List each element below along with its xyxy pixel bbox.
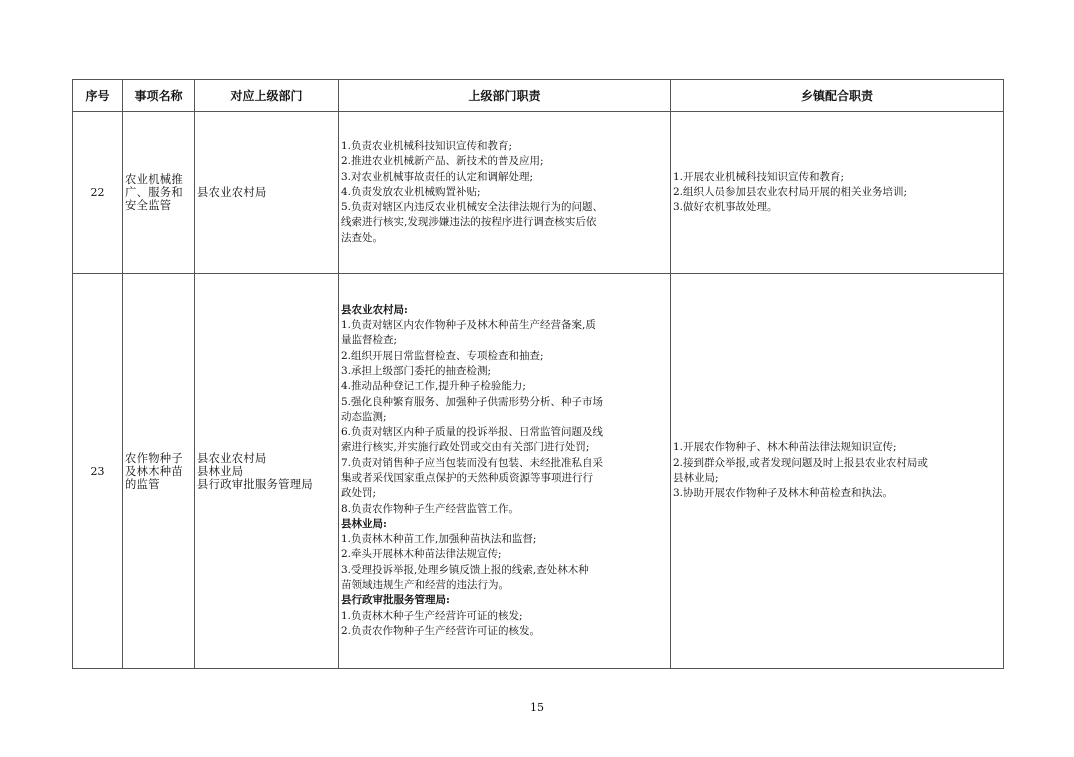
duty-table bbox=[72, 79, 1004, 669]
text-line: 3.做好农机事故处理。 bbox=[673, 201, 778, 214]
text-line: 8.负责农作物种子生产经营监管工作。 bbox=[341, 502, 520, 515]
text-line: 政处罚; bbox=[341, 487, 377, 500]
text-line: 县行政审批服务管理局 bbox=[197, 477, 313, 491]
text-line: 农业机械推 bbox=[125, 173, 183, 186]
text-line: 2.组织人员参加县农业农村局开展的相关业务培训; bbox=[673, 185, 908, 198]
text-line: 5.强化良种繁育服务、加强种子供需形势分析、种子市场 bbox=[341, 395, 604, 408]
text-line: 集或者采伐国家重点保护的天然种质资源等事项进行行 bbox=[341, 472, 593, 484]
cell-item-name bbox=[123, 274, 195, 669]
text-line: 3.受理投诉举报,处理乡镇反馈上报的线索,查处林木种 bbox=[341, 563, 589, 576]
text-line: 县农业农村局 bbox=[197, 451, 267, 465]
text-line: 法查处。 bbox=[341, 231, 383, 244]
text-line: 2.组织开展日常监督检查、专项检查和抽查; bbox=[341, 349, 544, 362]
cell-department bbox=[195, 112, 339, 274]
text-line: 2.推进农业机械新产品、新技术的普及应用; bbox=[341, 155, 544, 168]
text-line: 线索进行核实,发现涉嫌违法的按程序进行调查核实后依 bbox=[341, 216, 597, 229]
department-subheading: 县农业农村局: bbox=[341, 303, 408, 316]
text-line: 3.协助开展农作物种子及林木种苗检查和执法。 bbox=[673, 487, 894, 500]
text-line: 县林业局 bbox=[197, 464, 244, 478]
text-line: 3.承担上级部门委托的抽查检测; bbox=[341, 364, 492, 377]
text-line: 1.负责农业机械科技知识宣传和教育; bbox=[341, 139, 513, 152]
cell-town-duty bbox=[671, 274, 1004, 669]
text-line: 3.对农业机械事故责任的认定和调解处理; bbox=[341, 170, 534, 183]
text-line: 5.负责对辖区内违反农业机械安全法律法规行为的问题、 bbox=[341, 201, 604, 214]
text-line: 索进行核实,并实施行政处罚或交由有关部门进行处罚; bbox=[341, 441, 590, 454]
text-line: 及林木种苗 bbox=[125, 464, 183, 478]
cell-number: 23 bbox=[73, 274, 123, 669]
text-line: 动态监测; bbox=[341, 410, 387, 423]
text-line: 广、服务和 bbox=[125, 186, 183, 199]
department-subheading: 县林业局: bbox=[341, 517, 387, 530]
header-town-duty: 乡镇配合职责 bbox=[671, 80, 1004, 112]
text-line: 县农业农村局 bbox=[197, 186, 267, 199]
cell-item-name bbox=[123, 112, 195, 274]
cell-department bbox=[195, 274, 339, 669]
table-row bbox=[73, 274, 1004, 669]
table-row bbox=[73, 112, 1004, 274]
text-line: 6.负责对辖区内种子质量的投诉举报、日常监管问题及线 bbox=[341, 426, 604, 439]
text-line: 县林业局; bbox=[673, 472, 719, 484]
header-row bbox=[73, 80, 1004, 112]
text-line: 2.负责农作物种子生产经营许可证的核发。 bbox=[341, 624, 541, 637]
text-line: 苗领域违规生产和经营的违法行为。 bbox=[341, 579, 509, 592]
text-line: 2.牵头开展林木种苗法律法规宣传; bbox=[341, 548, 502, 561]
text-line: 1.开展农作物种子、林木种苗法律法规知识宣传; bbox=[673, 441, 897, 454]
header-no: 序号 bbox=[73, 80, 123, 112]
text-line: 4.推动品种登记工作,提升种子检验能力; bbox=[341, 380, 526, 393]
cell-number: 22 bbox=[73, 112, 123, 274]
text-line: 1.负责林木种子生产经营许可证的核发; bbox=[341, 609, 523, 622]
header-name: 事项名称 bbox=[123, 80, 195, 112]
text-line: 农作物种子 bbox=[125, 451, 183, 465]
header-dept: 对应上级部门 bbox=[195, 80, 339, 112]
page-number: 15 bbox=[530, 701, 544, 714]
text-line: 的监管 bbox=[125, 477, 160, 491]
cell-upper-duty bbox=[339, 274, 671, 669]
text-line: 量监督检查; bbox=[341, 334, 398, 347]
department-subheading: 县行政审批服务管理局: bbox=[341, 594, 450, 607]
text-line: 7.负责对销售种子应当包装而没有包装、未经批准私自采 bbox=[341, 456, 604, 469]
text-line: 1.负责林木种苗工作,加强种苗执法和监督; bbox=[341, 533, 537, 546]
header-upper-duty: 上级部门职责 bbox=[339, 80, 671, 112]
cell-upper-duty bbox=[339, 112, 671, 274]
text-line: 2.接到群众举报,或者发现问题及时上报县农业农村局或 bbox=[673, 456, 928, 469]
text-line: 1.负责对辖区内农作物种子及林木种苗生产经营备案,质 bbox=[341, 319, 596, 332]
text-line: 安全监管 bbox=[125, 199, 172, 212]
text-line: 1.开展农业机械科技知识宣传和教育; bbox=[673, 170, 845, 183]
text-line: 4.负责发放农业机械购置补贴; bbox=[341, 185, 481, 198]
cell-town-duty bbox=[671, 112, 1004, 274]
